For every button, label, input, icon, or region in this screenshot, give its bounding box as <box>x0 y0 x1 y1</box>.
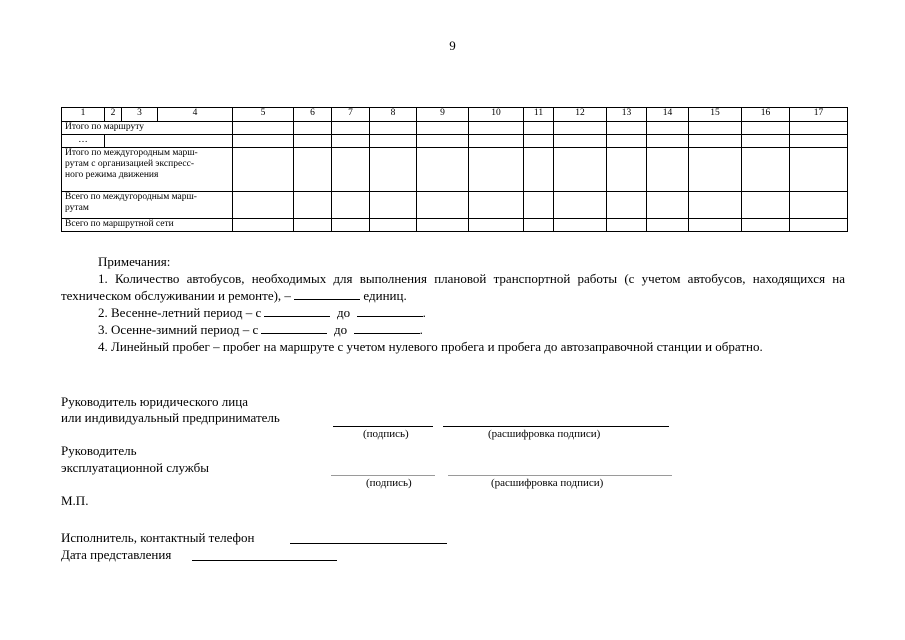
page-number: 9 <box>449 38 456 53</box>
signature-section <box>61 390 845 570</box>
date-from-blank <box>264 304 330 317</box>
signature-line <box>333 426 433 427</box>
decoding-caption: (расшифровка подписи) <box>491 477 604 489</box>
table-row-ellipsis <box>62 135 848 148</box>
column-header: 1 <box>62 108 105 122</box>
signature-caption: (подпись) <box>366 477 412 489</box>
date-line <box>192 560 337 561</box>
table-row-intercity-express <box>62 148 848 192</box>
head-legal-label-line2: или индивидуальный предприниматель <box>61 410 280 425</box>
head-legal-label-line1: Руководитель юридического лица <box>61 394 248 409</box>
row-label: … <box>62 135 105 148</box>
date-label: Дата представления <box>61 547 172 562</box>
signature-decoding-line <box>448 475 672 476</box>
table-row-total-route <box>62 122 848 135</box>
head-service-label-line2: эксплуатационной службы <box>61 460 209 475</box>
summary-table <box>61 107 848 232</box>
column-header: 13 <box>607 108 647 122</box>
note-2: 2. Весенне-летний период – с до . <box>98 305 426 320</box>
executor-phone-line <box>290 543 447 544</box>
column-header: 6 <box>294 108 332 122</box>
column-header: 8 <box>370 108 417 122</box>
column-header: 7 <box>332 108 370 122</box>
date-from-blank <box>261 321 327 334</box>
row-label: Всего по междугородным марш- рутам <box>62 192 233 219</box>
column-header: 15 <box>689 108 742 122</box>
column-header: 12 <box>554 108 607 122</box>
date-to-blank <box>354 321 420 334</box>
column-header: 9 <box>417 108 469 122</box>
note-1: 1. Количество автобусов, необходимых для выполнения плановой транспортной работы (с учетом автобусов, находящихся на техническом обслуживании и ремонте), – единиц. <box>61 271 845 303</box>
table-header-row <box>62 108 848 122</box>
executor-label: Исполнитель, контактный телефон <box>61 530 255 545</box>
head-service-label-line1: Руководитель <box>61 443 137 458</box>
bus-count-blank <box>294 287 360 300</box>
column-header: 16 <box>742 108 790 122</box>
column-header: 11 <box>524 108 554 122</box>
date-to-blank <box>357 304 423 317</box>
signature-caption: (подпись) <box>363 428 409 440</box>
signature-line <box>331 475 435 476</box>
stamp-label: М.П. <box>61 493 89 508</box>
row-label: Всего по маршрутной сети <box>62 219 233 232</box>
column-header: 10 <box>469 108 524 122</box>
table-row-intercity-all <box>62 192 848 219</box>
column-header: 17 <box>790 108 848 122</box>
column-header: 5 <box>233 108 294 122</box>
row-label: Итого по междугородным марш- рутам с организацией экспресс- ного режима движения <box>62 148 233 192</box>
table-row-network <box>62 219 848 232</box>
note-4: 4. Линейный пробег – пробег на маршруте с учетом нулевого пробега и пробега до автозаправочной станции и обратно. <box>98 339 763 354</box>
decoding-caption: (расшифровка подписи) <box>488 428 601 440</box>
signature-decoding-line <box>443 426 669 427</box>
note-3: 3. Осенне-зимний период – с до . <box>98 322 423 337</box>
column-header: 4 <box>158 108 233 122</box>
column-header: 3 <box>122 108 158 122</box>
notes-title: Примечания: <box>98 254 171 269</box>
notes-section <box>61 253 845 355</box>
column-header: 2 <box>105 108 122 122</box>
row-label: Итого по маршруту <box>62 122 233 135</box>
column-header: 14 <box>647 108 689 122</box>
